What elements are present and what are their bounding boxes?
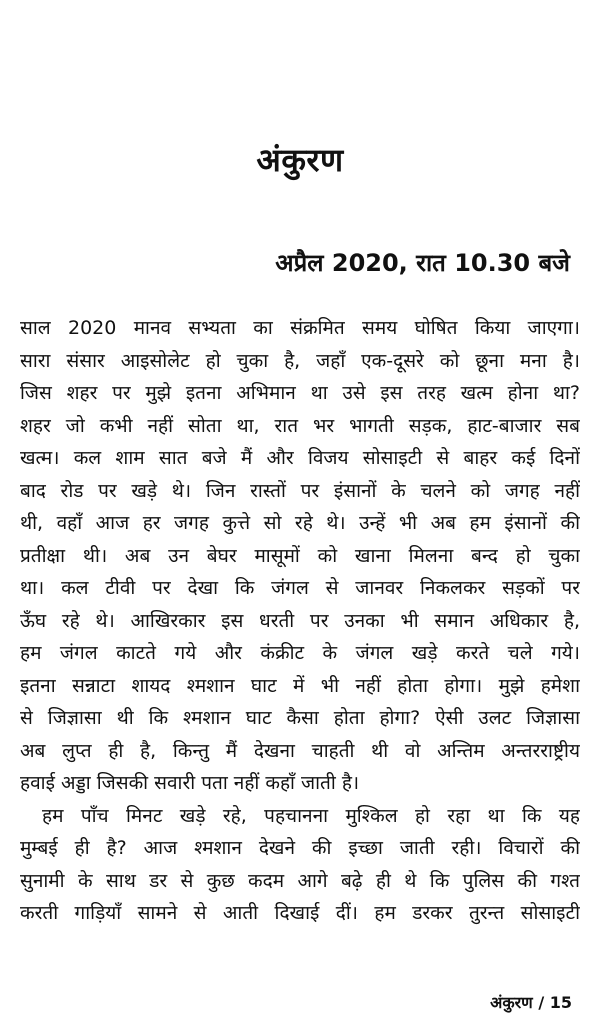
body-text	[20, 312, 580, 930]
text-line: था। कल टीवी पर देखा कि जंगल से जानवर निकलकर सड़कों पर	[20, 577, 580, 599]
text-line: प्रतीक्षा थी। अब उन बेघर मासूमों को खाना मिलना बन्द हो चुका	[20, 544, 580, 567]
paragraph-2	[20, 800, 580, 930]
entry-date-heading: अप्रैल 2020, रात 10.30 बजे	[275, 249, 570, 277]
text-line: थी, वहाँ आज हर जगह कुत्ते सो रहे थे। उन्हें भी अब हम इंसानों की	[20, 512, 580, 534]
chapter-title: अंकुरण	[256, 141, 344, 179]
text-line: बाद रोड पर खड़े थे। जिन रास्तों पर इंसानों के चलने को जगह नहीं	[20, 479, 580, 502]
text-line: इतना सन्नाटा शायद श्मशान घाट में भी नहीं होता होगा। मुझे हमेशा	[20, 674, 580, 697]
text-line: सारा संसार आइसोलेट हो चुका है, जहाँ एक-दूसरे को छूना मना है।	[20, 349, 580, 372]
text-line: साल 2020 मानव सभ्यता का संक्रमित समय घोषित किया जाएगा।	[20, 317, 580, 339]
text-line: हम पाँच मिनट खड़े रहे, पहचानना मुश्किल हो रहा था कि यह	[42, 804, 580, 827]
text-line: करती गाड़ियाँ सामने से आती दिखाई दीं। हम डरकर तुरन्त सोसाइटी	[20, 902, 580, 924]
text-line: हवाई अड्डा जिसकी सवारी पता नहीं कहाँ जाती है।	[20, 772, 360, 794]
text-line: खत्म। कल शाम सात बजे मैं और विजय सोसाइटी से बाहर कई दिनों	[20, 447, 580, 469]
text-line: सुनामी के साथ डर से कुछ कदम आगे बढ़े ही थे कि पुलिस की गश्त	[20, 869, 580, 892]
page-footer: अंकुरण / 15	[490, 993, 572, 1012]
text-line: अब लुप्त ही है, किन्तु मैं देखना चाहती थी वो अन्तिम अन्तरराष्ट्रीय	[20, 739, 580, 762]
paragraph-1	[20, 312, 580, 800]
text-line: मुम्बई ही है? आज श्मशान देखने की इच्छा जाती रही। विचारों की	[20, 837, 580, 859]
text-line: से जिज्ञासा थी कि श्मशान घाट कैसा होता होगा? ऐसी उलट जिज्ञासा	[20, 707, 580, 729]
text-line: शहर जो कभी नहीं सोता था, रात भर भागती सड़क, हाट-बाजार सब	[20, 414, 580, 437]
text-line: जिस शहर पर मुझे इतना अभिमान था उसे इस तरह खत्म होना था?	[20, 382, 580, 404]
text-line: हम जंगल काटते गये और कंक्रीट के जंगल खड़े करते चले गये।	[20, 642, 580, 664]
text-line: ऊँघ रहे थे। आखिरकार इस धरती पर उनका भी समान अधिकार है,	[20, 609, 580, 632]
